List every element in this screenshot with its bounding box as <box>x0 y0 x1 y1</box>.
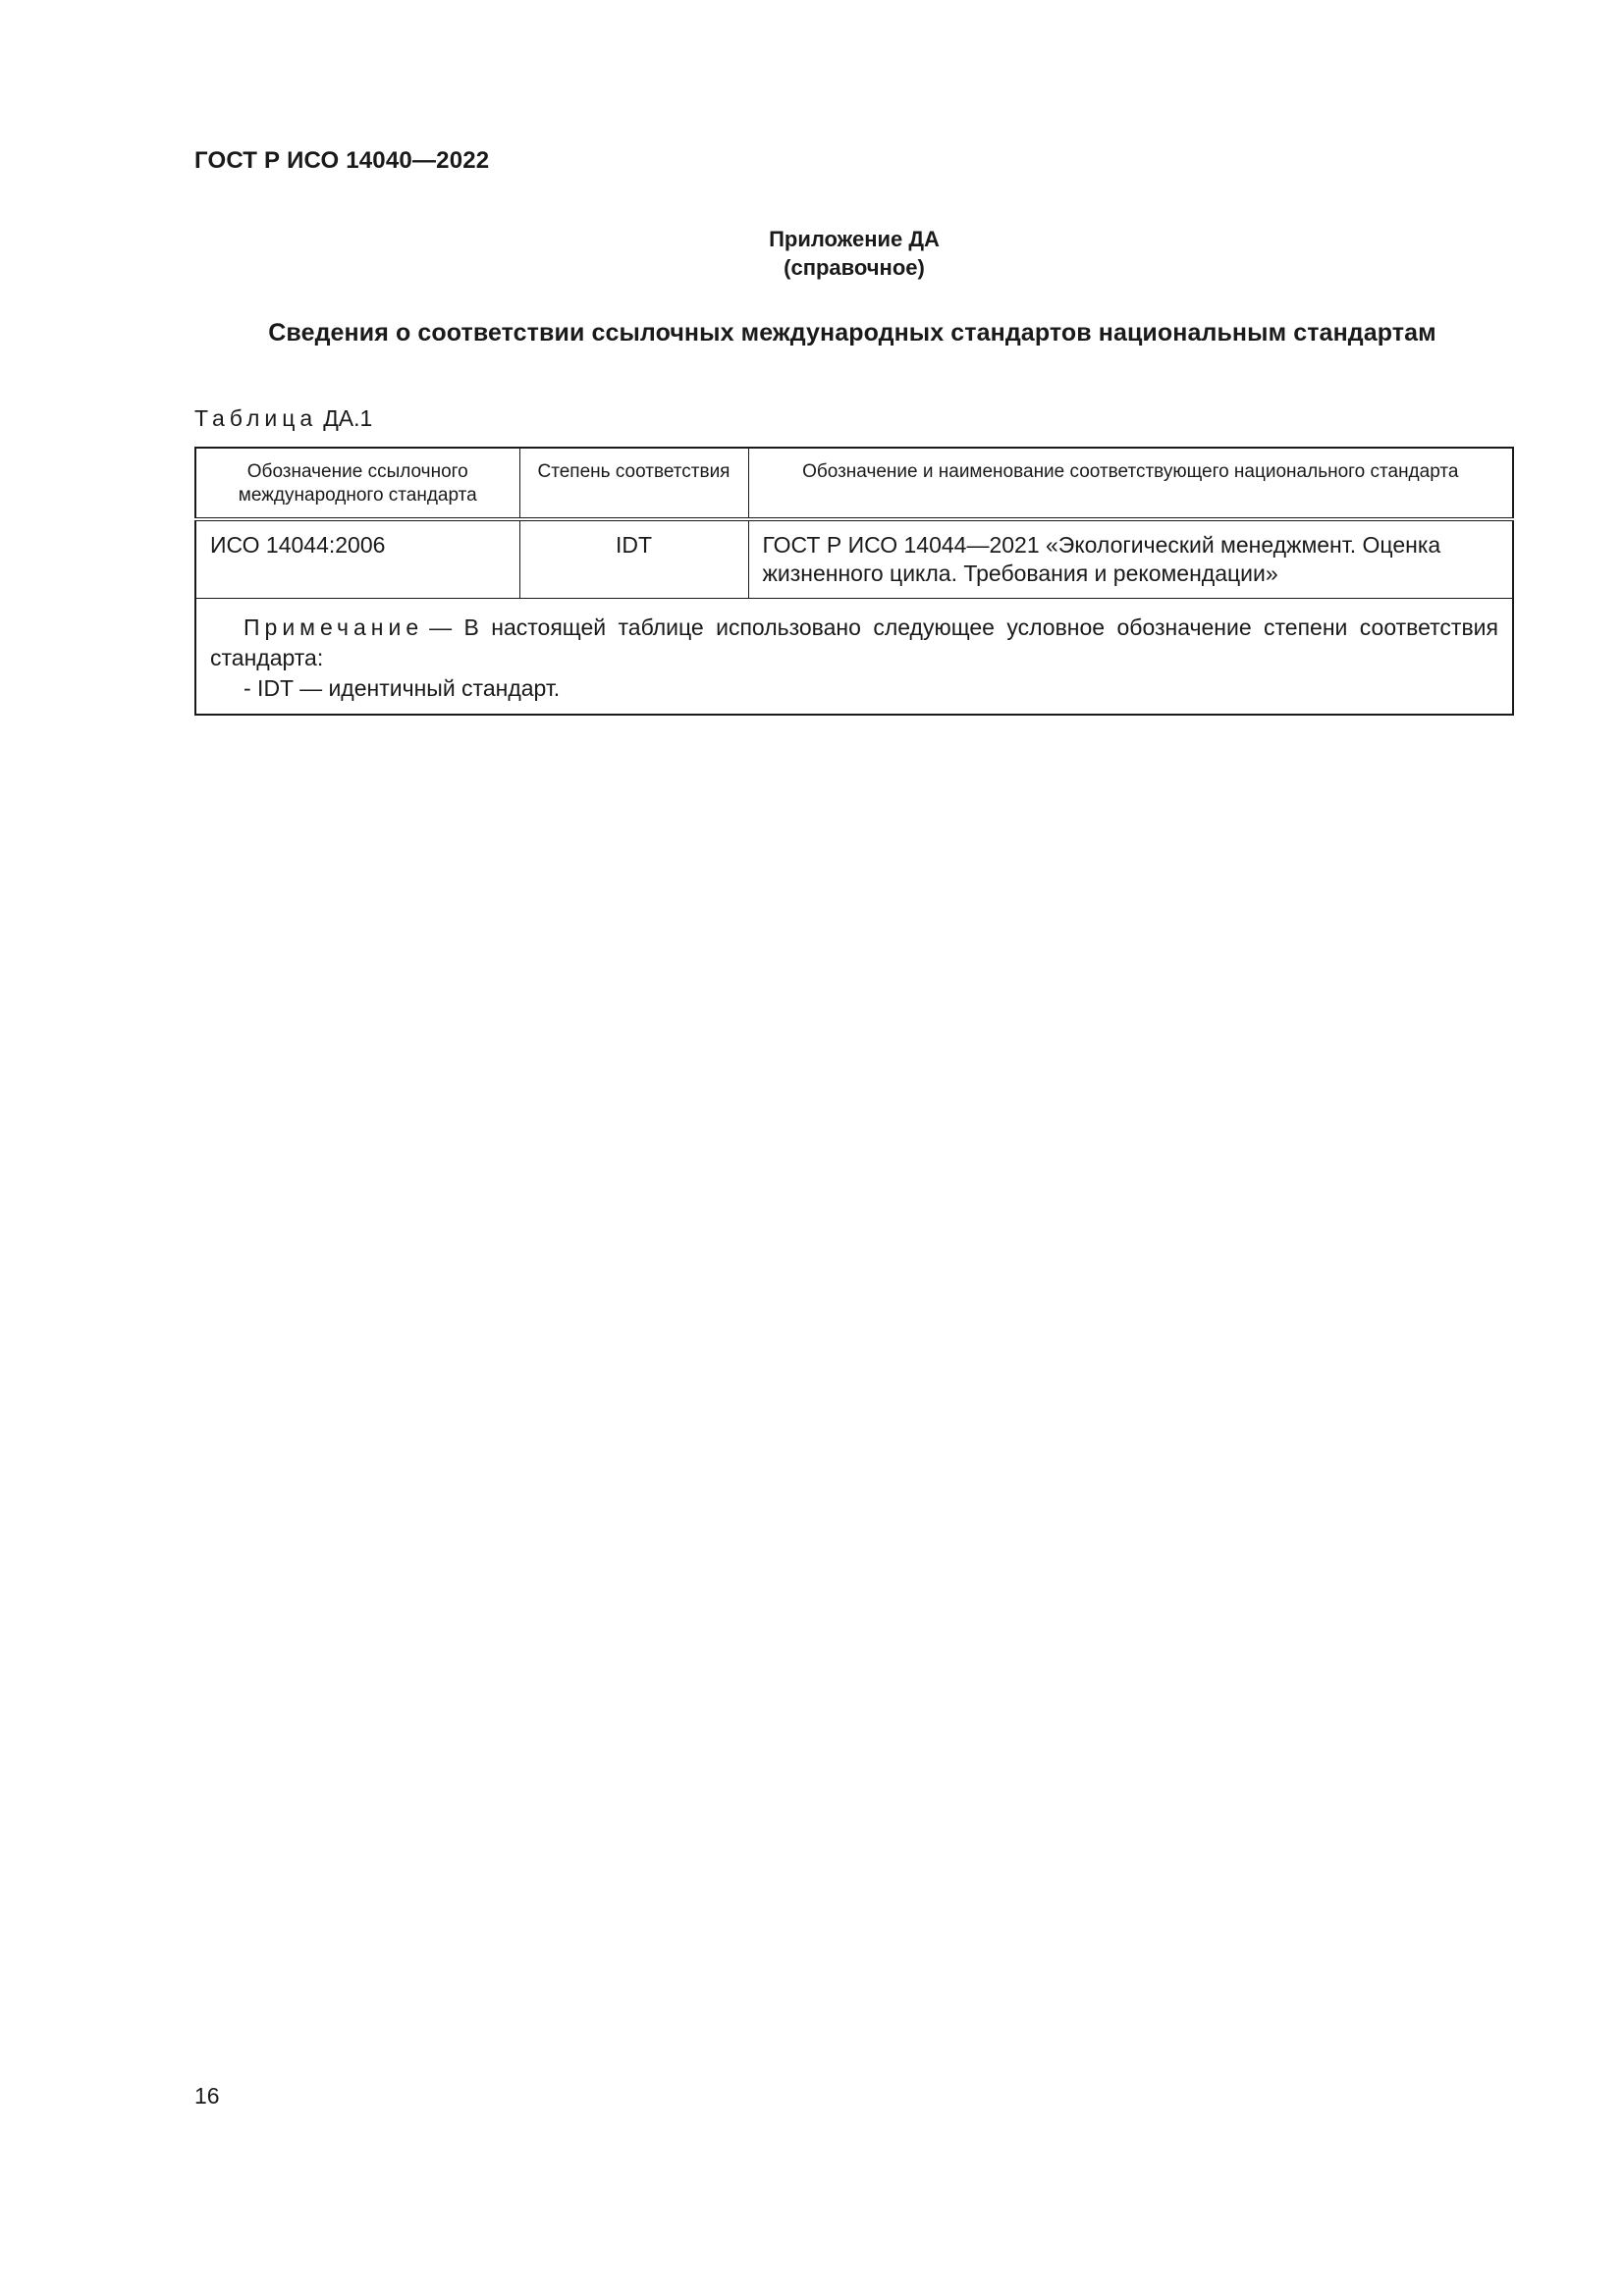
table-caption-number: ДА.1 <box>323 405 373 431</box>
annex-title: Приложение ДА <box>769 227 940 251</box>
table-caption-label: Таблица <box>194 405 318 431</box>
note-text: — В настоящей таблице использовано следующее условное обозначение степени соответствия стандарта: <box>210 614 1498 670</box>
column-header-national-standard: Обозначение и наименование соответствующего национального стандарта <box>748 448 1513 519</box>
column-header-degree: Степень соответствия <box>519 448 748 519</box>
table-note <box>195 599 1513 716</box>
table-header-row <box>195 448 1513 519</box>
table-caption <box>194 405 372 432</box>
note-item: - IDT — идентичный стандарт. <box>244 675 561 701</box>
document-code: ГОСТ Р ИСО 14040—2022 <box>194 147 490 174</box>
page-number: 16 <box>194 2083 220 2109</box>
cell-national-standard: ГОСТ Р ИСО 14044—2021 «Экологический менеджмент. Оценка жизненного цикла. Требования и рекомендации» <box>748 519 1513 599</box>
table-note-row <box>195 599 1513 716</box>
column-header-intl-standard: Обозначение ссылочного международного стандарта <box>195 448 519 519</box>
correspondence-table <box>194 447 1514 716</box>
table-row <box>195 519 1513 599</box>
cell-intl-standard: ИСО 14044:2006 <box>195 519 519 599</box>
cell-degree: IDT <box>519 519 748 599</box>
annex-type: (справочное) <box>784 255 925 280</box>
note-label: Примечание <box>244 614 424 640</box>
section-heading: Сведения о соответствии ссылочных международных стандартов национальным стандартам <box>268 319 1436 347</box>
